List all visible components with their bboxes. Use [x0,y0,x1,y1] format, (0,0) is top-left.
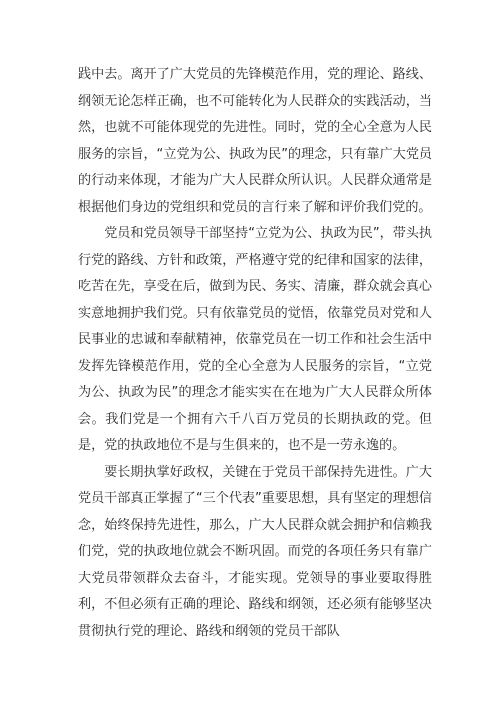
paragraph-2: 党员和党员领导干部坚持“立党为公、执政为民”，带头执行党的路线、方针和政策，严格遵守党的纪律和国家的法律，吃苦在先，享受在后，做到为民、务实、清廉，群众就会真心实意地拥护我们党。只有依靠党员的觉悟，依靠党员对党和人民事业的忠诚和奉献精神，依靠党员在一切工作和社会生活中发挥先锋模范作用，党的全心全意为人民服务的宗旨，“立党为公、执政为民”的理念才能实实在在地为广大人民群众所体会。我们党是一个拥有六千八百万党员的长期执政的党。但是，党的执政地位不是与生俱来的，也不是一劳永逸的。 [78,226,433,453]
document-body [78,62,432,645]
paragraph-1: 践中去。离开了广大党员的先锋模范作用，党的理论、路线、纲领无论怎样正确，也不可能转化为人民群众的实践活动，当然，也就不可能体现党的先进性。同时，党的全心全意为人民服务的宗旨，“立党为公、执政为民”的理念，只有靠广大党员的行动来体现，才能为广大人民群众所认识。人民群众通常是根据他们身边的党组织和党员的言行来了解和评价我们党的。 [78,67,433,215]
paragraph-3: 要长期执掌好政权，关键在于党员干部保持先进性。广大党员干部真正掌握了“三个代表”重要思想，具有坚定的理想信念，始终保持先进性，那么，广大人民群众就会拥护和信赖我们党，党的执政地位就会不断巩固。而党的各项任务只有靠广大党员带领群众去奋斗，才能实现。党领导的事业要取得胜利，不但必须有正确的理论、路线和纲领，还必须有能够坚决贯彻执行党的理论、路线和纲领的党员干部队 [78,464,433,639]
